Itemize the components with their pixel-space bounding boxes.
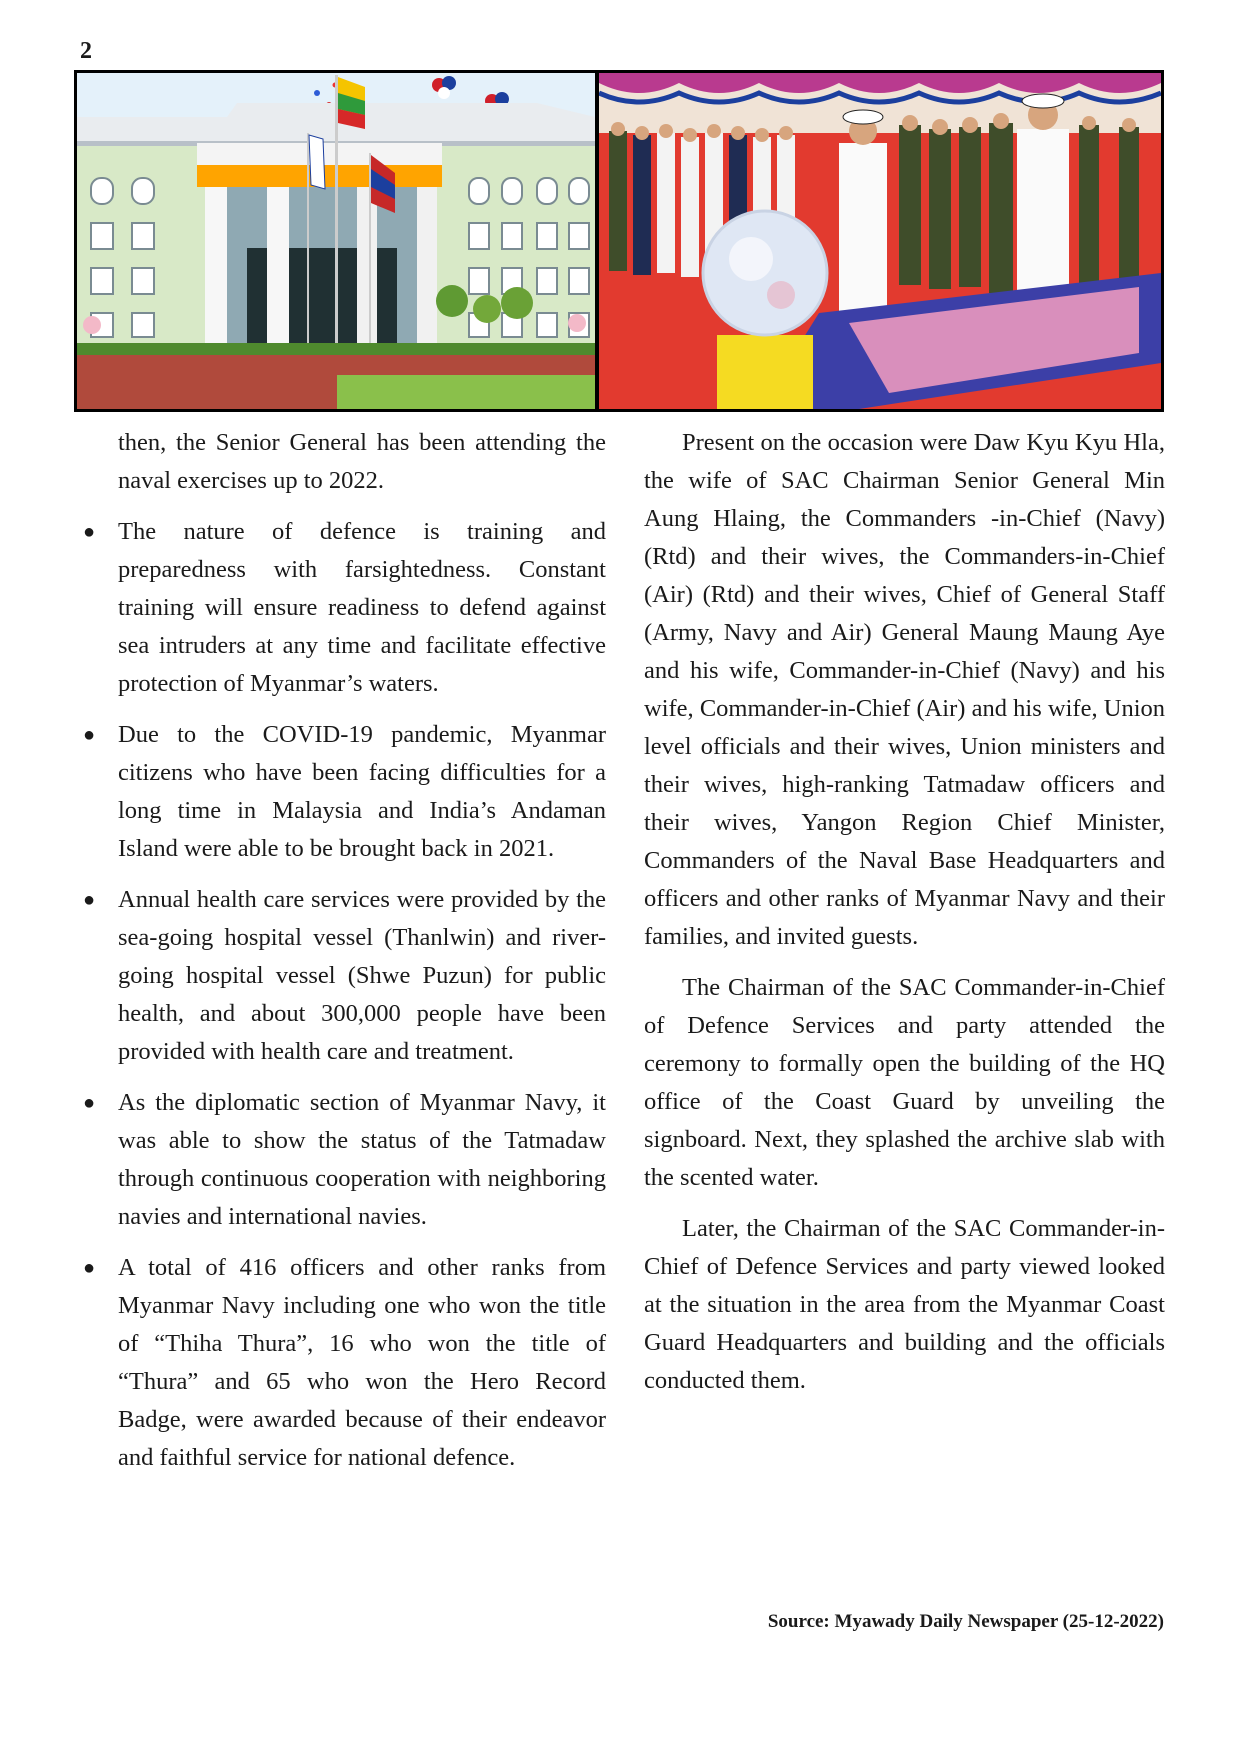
page-number: 2 <box>80 38 92 64</box>
left-column <box>80 424 606 1477</box>
bullet-item <box>80 881 606 1071</box>
source-credit: Source: Myawady Daily Newspaper (25-12-2022) <box>767 1611 1164 1632</box>
bullet-item <box>80 1249 606 1477</box>
ceremony-illustration <box>599 73 1161 409</box>
building-flags-photo <box>77 73 595 409</box>
right-column <box>644 424 1165 1413</box>
bullet-text: The nature of defence is training and preparedness with farsightedness. Constant training will ensure readiness to defend against sea intruders at any time and facilitate effective protection of Myanmar’s waters. <box>118 518 606 697</box>
building-illustration <box>77 73 595 409</box>
body-paragraph: The Chairman of the SAC Commander-in-Chief of Defence Services and party attended the ceremony to formally open the building of the HQ office of the Coast Guard by unveiling the signboard. Next, they splashed the archive slab with the scented water. <box>644 974 1165 1191</box>
photo-strip <box>74 70 1164 412</box>
bullet-icon: ● <box>83 1092 96 1114</box>
lead-paragraph: then, the Senior General has been attending the naval exercises up to 2022. <box>118 429 606 494</box>
body-paragraph: Present on the occasion were Daw Kyu Kyu Hla, the wife of SAC Chairman Senior General Min Aung Hlaing, the Commanders -in-Chief (Navy) (Rtd) and their wives, the Commanders-in-Chief (Air) (Rtd) and their wives, Chief of General Staff (Army, Navy and Air) General Maung Maung Aye and his wife, Commander-in-Chief (Navy) and his wife, Commander-in-Chief (Air) and his wife, Union level officials and their wives, Union ministers and their wives, high-ranking Tatmadaw officers and their wives, Yangon Region Chief Minister, Commanders of the Naval Base Headquarters and officers and other ranks of Myanmar Navy and their families, and invited guests. <box>644 429 1165 950</box>
bullet-item <box>80 513 606 703</box>
bullet-text: Annual health care services were provided by the sea-going hospital vessel (Thanlwin) and river-going hospital vessel (Shwe Puzun) for public health, and about 300,000 people have been provided with health care and treatment. <box>118 886 606 1065</box>
bullet-icon: ● <box>83 521 96 543</box>
bullet-icon: ● <box>83 724 96 746</box>
bullet-text: A total of 416 officers and other ranks from Myanmar Navy including one who won the title of “Thiha Thura”, 16 who won the title of “Thura” and 65 who won the Hero Record Badge, were awarded because of their endeavor and faithful service for national defence. <box>118 1254 606 1471</box>
bullet-item <box>80 1084 606 1236</box>
officers-ceremony-photo <box>599 73 1161 409</box>
bullet-text: As the diplomatic section of Myanmar Navy, it was able to show the status of the Tatmadaw through continuous cooperation with neighboring navies and international navies. <box>118 1089 606 1230</box>
body-paragraph: Later, the Chairman of the SAC Commander-in-Chief of Defence Services and party viewed looked at the situation in the area from the Myanmar Coast Guard Headquarters and building and the officials conducted them. <box>644 1215 1165 1394</box>
bullet-item <box>80 716 606 868</box>
bullet-list <box>80 513 606 1477</box>
bullet-text: Due to the COVID-19 pandemic, Myanmar citizens who have been facing difficulties for a long time in Malaysia and India’s Andaman Island were able to be brought back in 2021. <box>118 721 606 862</box>
bullet-icon: ● <box>83 889 96 911</box>
bullet-icon: ● <box>83 1257 96 1279</box>
